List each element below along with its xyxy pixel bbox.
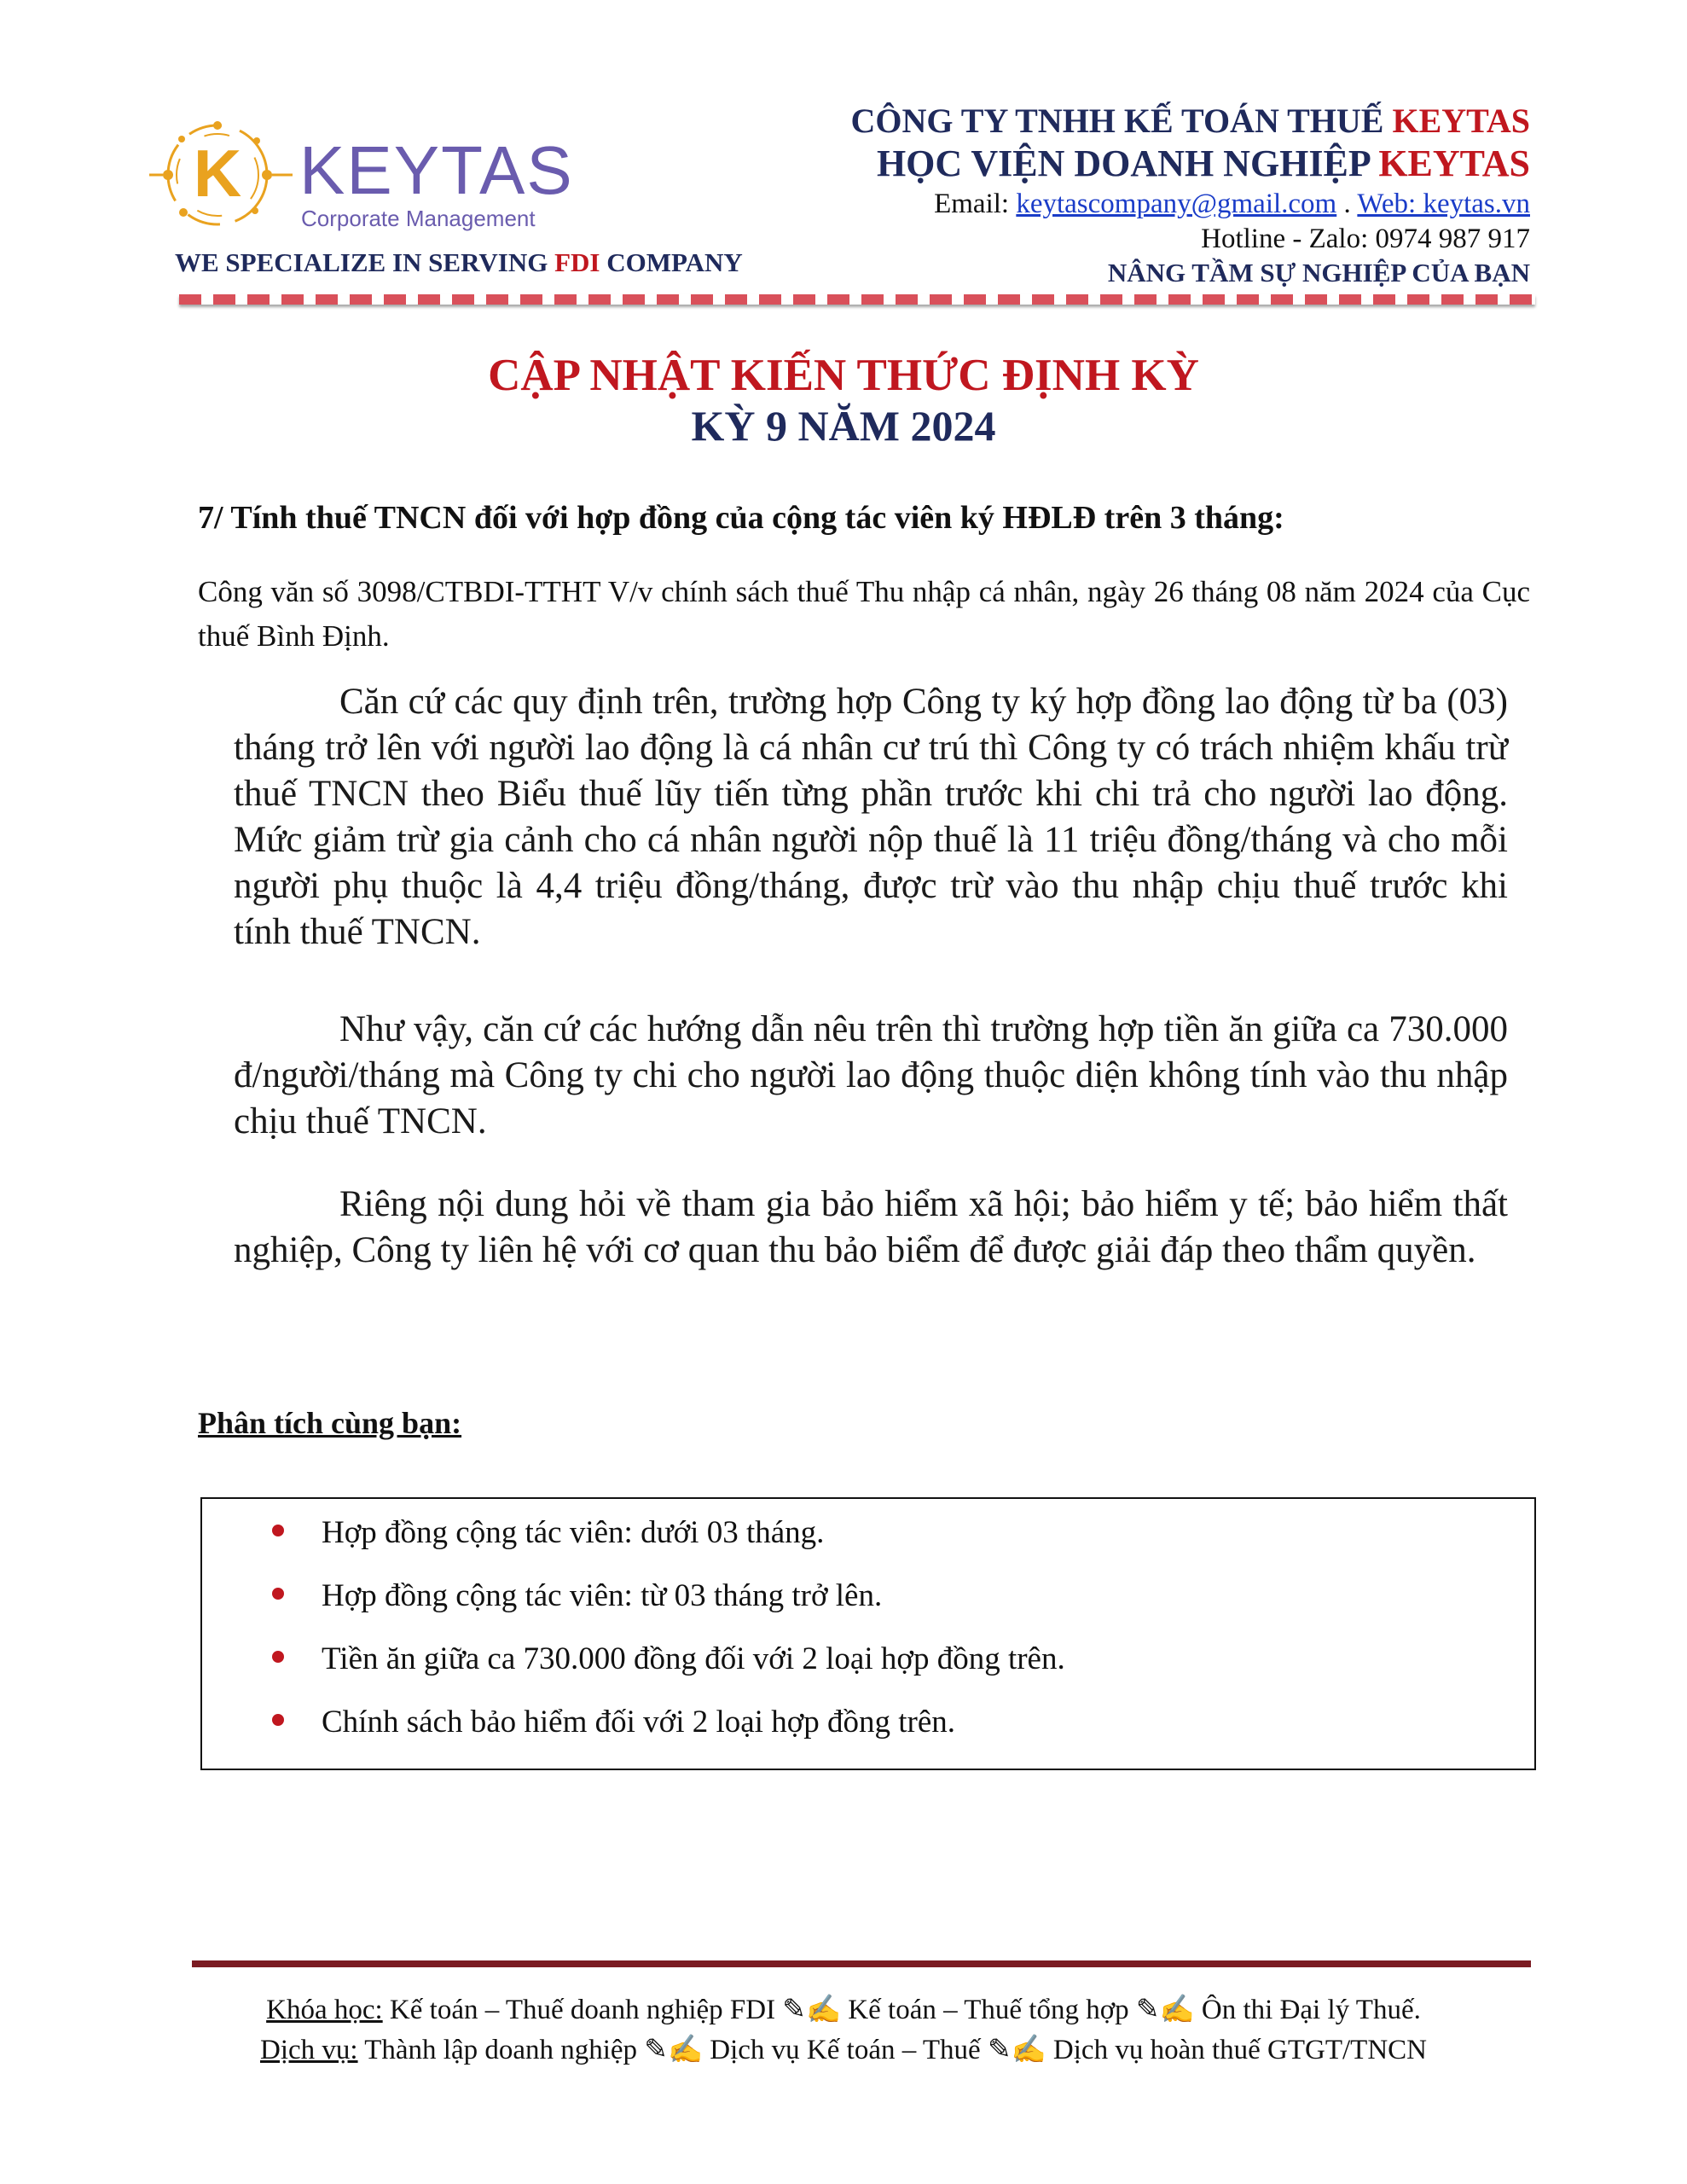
list-item-text: Tiền ăn giữa ca 730.000 đồng đối với 2 loại hợp đồng trên.: [322, 1641, 1065, 1676]
list-item: [322, 1514, 824, 1551]
web-link[interactable]: Web: keytas.vn: [1357, 189, 1530, 219]
excerpt-paragraph-2: [234, 1007, 1508, 1145]
company-name-line: [850, 101, 1530, 142]
analysis-heading: Phân tích cùng bạn:: [198, 1406, 462, 1440]
email-link[interactable]: keytascompany@gmail.com: [1016, 189, 1337, 219]
header-divider: [179, 294, 1535, 305]
list-item: [322, 1641, 1065, 1677]
footer-courses-label: Khóa học:: [266, 1995, 383, 2025]
excerpt-paragraph-1: [234, 679, 1508, 956]
academy-name-brand: KEYTAS: [1378, 142, 1530, 184]
footer-courses: [0, 1992, 1687, 2026]
excerpt-text: Như vậy, căn cứ các hướng dẫn nêu trên thì trường hợp tiền ăn giữa ca 730.000 đ/người/tháng mà Công ty chi cho người lao động thuộc diện không tính vào thu nhập chịu thuế TNCN.: [234, 1009, 1508, 1141]
contact-separator: .: [1336, 189, 1358, 219]
email-label: Email:: [934, 189, 1017, 219]
document-reference: Công văn số 3098/CTBDI-TTHT V/v chính sách thuế Thu nhập cá nhân, ngày 26 tháng 08 năm 2024 của Cục thuế Bình Định.: [198, 575, 1530, 653]
academy-name-line: [850, 142, 1530, 186]
company-name-brand: KEYTAS: [1392, 102, 1530, 140]
page-title: CẬP NHẬT KIẾN THỨC ĐỊNH KỲ: [488, 351, 1199, 400]
company-name-prefix: CÔNG TY TNHH KẾ TOÁN THUẾ: [850, 102, 1393, 140]
keytas-logo: [149, 115, 593, 243]
list-item-text: Hợp đồng cộng tác viên: từ 03 tháng trở lên.: [322, 1578, 883, 1613]
footer-divider: [192, 1960, 1531, 1967]
company-info: [850, 101, 1530, 290]
list-item-text: Chính sách bảo hiểm đối với 2 loại hợp đồng trên.: [322, 1705, 956, 1740]
page-subtitle: KỲ 9 NĂM 2024: [691, 402, 996, 450]
tagline-highlight: FDI: [554, 247, 600, 277]
bullet-icon: [272, 1714, 284, 1726]
analysis-box: [200, 1497, 1536, 1770]
list-item: [322, 1704, 955, 1740]
footer-services: [0, 2032, 1687, 2066]
list-item: [322, 1577, 882, 1614]
bullet-icon: [272, 1588, 284, 1600]
academy-name-prefix: HỌC VIỆN DOANH NGHIỆP: [876, 142, 1379, 184]
excerpt-text: Riêng nội dung hỏi về tham gia bảo hiểm xã hội; bảo hiểm y tế; bảo hiểm thất nghiệp, Công ty liên hệ với cơ quan thu bảo biểm để được giải đáp theo thẩm quyền.: [234, 1184, 1508, 1270]
excerpt-paragraph-3: [234, 1182, 1508, 1274]
bullet-icon: [272, 1651, 284, 1663]
tagline-after: COMPANY: [600, 247, 743, 277]
bullet-icon: [272, 1525, 284, 1536]
logo-subtitle: Corporate Management: [301, 206, 536, 231]
company-tagline: [175, 247, 743, 278]
footer-services-text: Thành lập doanh nghiệp ✎✍ Dịch vụ Kế toán – Thuế ✎✍ Dịch vụ hoàn thuế GTGT/TNCN: [357, 2035, 1428, 2065]
excerpt-text: Căn cứ các quy định trên, trường hợp Công ty ký hợp đồng lao động từ ba (03) tháng trở lên với người lao động là cá nhân cư trú thì Công ty có trách nhiệm khấu trừ thuế TNCN theo Biểu thuế lũy tiến từng phần trước khi chi trả cho người lao động. Mức giảm trừ gia cảnh cho cá nhân người nộp thuế là 11 triệu đồng/tháng và cho mỗi người phụ thuộc là 4,4 triệu đồng/tháng, được trừ vào thu nhập chịu thuế trước khi tính thuế TNCN.: [234, 682, 1508, 952]
logo-wordmark: KEYTAS: [299, 132, 574, 208]
footer-courses-text: Kế toán – Thuế doanh nghiệp FDI ✎✍ Kế toán – Thuế tổng hợp ✎✍ Ôn thi Đại lý Thuế.: [382, 1995, 1421, 2025]
footer-services-label: Dịch vụ:: [259, 2035, 358, 2065]
list-item-text: Hợp đồng cộng tác viên: dưới 03 tháng.: [322, 1515, 825, 1550]
section-heading: 7/ Tính thuế TNCN đối với hợp đồng của cộng tác viên ký HĐLĐ trên 3 tháng:: [198, 500, 1284, 536]
logo-monogram: K: [193, 136, 242, 211]
tagline-before: WE SPECIALIZE IN SERVING: [175, 247, 555, 277]
company-slogan: NÂNG TẦM SỰ NGHIỆP CỦA BẠN: [1107, 258, 1530, 288]
hotline: Hotline - Zalo: 0974 987 917: [1201, 224, 1530, 254]
contact-line: [850, 186, 1530, 222]
